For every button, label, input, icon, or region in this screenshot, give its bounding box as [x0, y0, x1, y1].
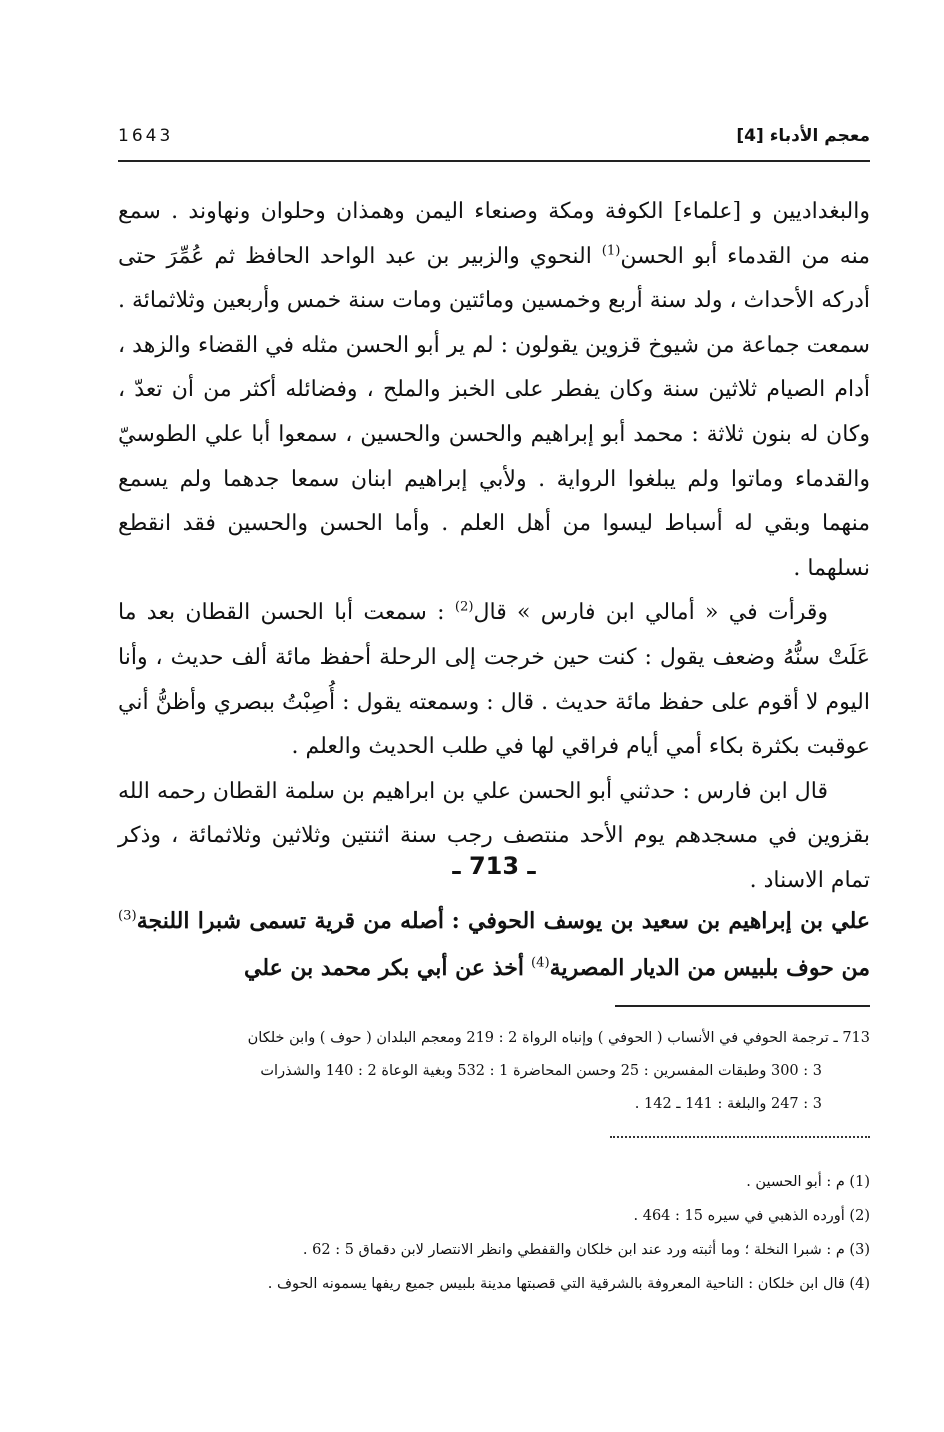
entry-text [118, 898, 870, 992]
text-segment: والبغداديين و [علماء] الكوفة ومكة وصنعاء اليمن وهمذان وحلوان ونهاوند . سمع منه من القدماء أبو الحسن [118, 199, 871, 269]
source-line: 713 ـ ترجمة الحوفي في الأنساب ( الحوفي ) وإنباه الرواة 2 : 219 ومعجم البلدان ( حوف ) وابن خلكان [247, 1030, 870, 1046]
entry-paragraph [118, 898, 870, 992]
footnote-3: (3) م : شبرا النخلة ؛ وما أثبته ورد عند ابن خلكان والقفطي وانظر الانتصار لابن دقماق 5 : 62 . [302, 1242, 870, 1258]
main-text [118, 190, 870, 904]
footnote-ref: (2) [454, 600, 474, 616]
footnote-ref: (3) [118, 908, 137, 924]
entry-number: ـ 713 ـ [452, 852, 536, 880]
notes-divider [615, 1005, 870, 1007]
footnotes [118, 1165, 870, 1301]
paragraph-2 [118, 591, 870, 769]
footnote-ref: (4) [530, 955, 550, 971]
text-segment: النحوي والزبير بن عبد الواحد الحافظ ثم عُمِّرَ حتى أدركه الأحداث ، ولد سنة أربع وخمسين ومائتين ومات سنة خمس وأربعين وثلاثمائة . سمعت جماعة من شيوخ قزوين يقولون : لم ير أبو الحسن مثله في القضاء والزهد ، أدام الصيام ثلاثين سنة وكان يفطر على الخبز والملح ، وفضائله أكثر من أن تعدّ ، وكان له بنون ثلاثة : محمد أبو إبراهيم والحسن والحسين ، سمعوا أبا علي الطوسيّ والقدماء وماتوا ولم يبلغوا الرواية . ولأبي إبراهيم ابنان سمعا جدهما ولم يسمع منهما وبقي له أسباط ليسوا من أهل العلم . وأما الحسن والحسين فقد انقطع نسلهما . [118, 243, 870, 581]
footnote-2: (2) أورده الذهبي في سيره 15 : 464 . [633, 1208, 870, 1224]
text-segment: قال ابن فارس : حدثني أبو الحسن علي بن ابراهيم بن سلمة القطان رحمه الله بقزوين في مسجدهم يوم الأحد منتصف رجب سنة اثنتين وثلاثين وثلاثمائة ، وذكر تمام الاسناد . [118, 778, 870, 893]
paragraph-3 [118, 770, 870, 904]
text-segment: وقرأت في « أمالي ابن فارس » قال [473, 600, 828, 626]
page-number: 1643 [118, 126, 174, 146]
footnotes-divider [610, 1136, 870, 1138]
text-segment: أخذ عن أبي بكر محمد بن علي [244, 955, 524, 981]
source-line: 3 : 247 والبلغة : 141 ـ 142 . [634, 1096, 822, 1112]
footnote-1: (1) م : أبو الحسين . [746, 1174, 870, 1190]
footnote-ref: (1) [601, 243, 621, 259]
page-header [118, 120, 870, 154]
source-line: 3 : 300 وطبقات المفسرين : 25 وحسن المحاضرة 1 : 532 وبغية الوعاة 2 : 140 والشذرات [260, 1063, 822, 1079]
paragraph-1 [118, 190, 870, 591]
header-divider [118, 160, 870, 162]
text-segment: أصله من قرية تسمى شبرا اللنجة [136, 908, 444, 934]
entry-name: علي بن إبراهيم بن سعيد بن يوسف الحوفي : [451, 908, 870, 934]
text-segment: من حوف بلبيس من الديار المصرية [549, 955, 870, 981]
footnote-4: (4) قال ابن خلكان : الناحية المعروفة بالشرقية التي قصبتها مدينة بلبيس جميع ريفها يسمونه الحوف . [267, 1276, 870, 1292]
running-title: معجم الأدباء [4] [736, 126, 870, 146]
biography-sources [118, 1022, 870, 1121]
text-segment: : سمعت أبا الحسن القطان بعد ما عَلَتْ سنُّهُ وضعف يقول : كنت حين خرجت إلى الرحلة أحفظ مائة ألف حديث ، وأنا اليوم لا أقوم على حفظ مائة حديث . قال : وسمعته يقول : أُصِبْتُ ببصري وأظنُّ أني عوقبت بكثرة بكاء أمي أيام فراقي لها في طلب الحديث والعلم . [118, 600, 870, 760]
